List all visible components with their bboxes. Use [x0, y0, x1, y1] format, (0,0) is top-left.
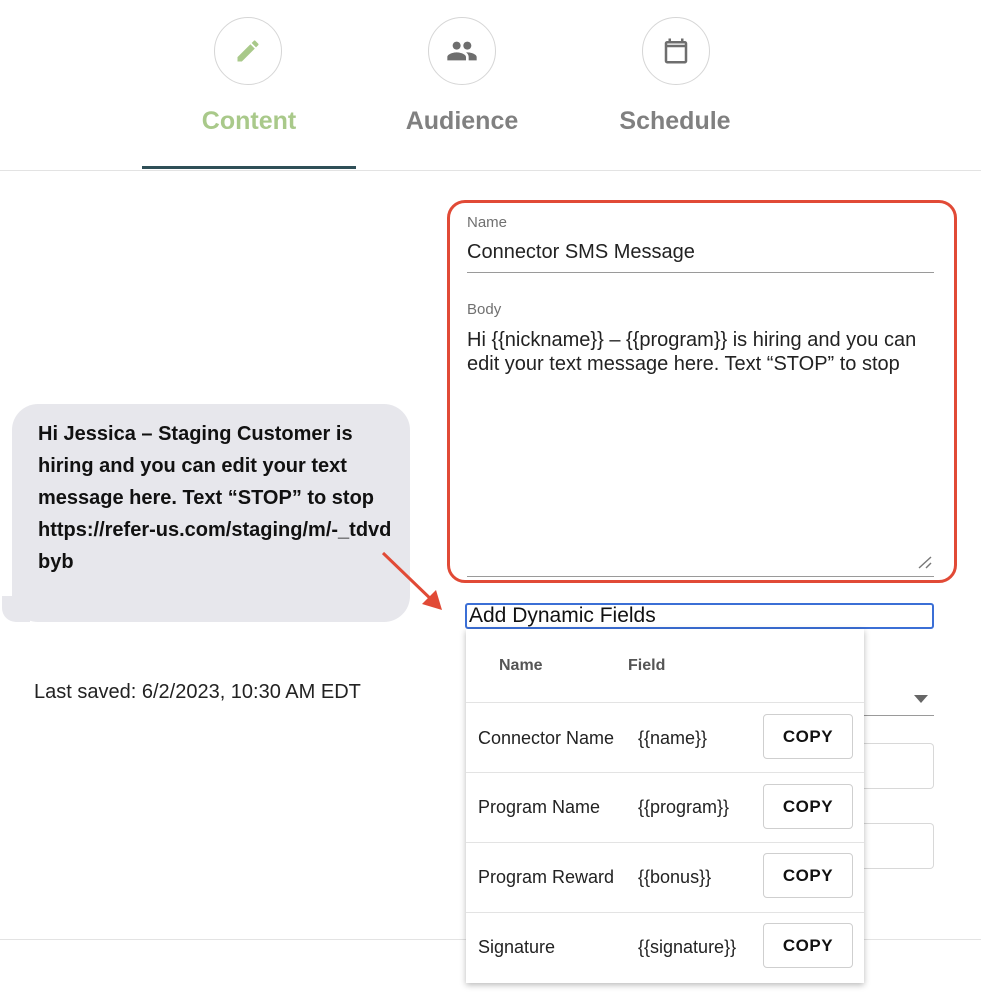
row-divider: [466, 772, 864, 773]
row-divider: [466, 842, 864, 843]
active-tab-indicator: [142, 166, 356, 169]
tab-content-label: Content: [201, 107, 297, 135]
name-label: Name: [467, 214, 508, 231]
last-saved-text: Last saved: 6/2/2023, 10:30 AM EDT: [34, 681, 361, 703]
row-name: Connector Name: [478, 728, 615, 748]
row-name: Signature: [478, 937, 556, 957]
name-input-underline: [467, 272, 934, 273]
resize-handle-icon[interactable]: [917, 555, 933, 574]
tab-schedule-label: Schedule: [619, 107, 731, 135]
row-field: {{name}}: [638, 728, 708, 748]
column-header-field: Field: [628, 657, 666, 674]
body-textarea[interactable]: Hi {{nickname}} – {{program}} is hiring and you can edit your text message here. Text “STOP” to stop: [467, 329, 917, 375]
row-field: {{program}}: [638, 797, 730, 817]
calendar-icon: [642, 17, 710, 85]
background-input-1[interactable]: [860, 743, 934, 789]
header-divider: [0, 170, 981, 171]
row-name: Program Name: [478, 797, 601, 817]
message-preview-link: https://refer-us.com/staging/m/-_tdvdbyb: [38, 519, 392, 573]
tab-audience-label: Audience: [405, 107, 519, 135]
body-label: Body: [467, 301, 502, 318]
copy-button[interactable]: COPY: [763, 784, 853, 829]
people-icon: [428, 17, 496, 85]
add-dynamic-fields-button[interactable]: Add Dynamic Fields: [465, 603, 934, 629]
row-divider: [466, 912, 864, 913]
message-preview-body: Hi Jessica – Staging Customer is hiring and you can edit your text message here. Text “STOP” to stop: [38, 423, 375, 509]
select-underline: [864, 715, 934, 716]
row-field: {{bonus}}: [638, 867, 712, 887]
copy-button[interactable]: COPY: [763, 714, 853, 759]
dropdown-arrow-icon[interactable]: [914, 690, 928, 708]
message-preview-text: [38, 418, 398, 578]
annotation-arrow-icon: [378, 548, 448, 616]
pencil-icon: [214, 17, 282, 85]
copy-button[interactable]: COPY: [763, 923, 853, 968]
row-field: {{signature}}: [638, 937, 737, 957]
background-input-2[interactable]: [860, 823, 934, 869]
name-input[interactable]: Connector SMS Message: [467, 241, 695, 263]
body-textarea-underline: [467, 576, 934, 577]
copy-button[interactable]: COPY: [763, 853, 853, 898]
row-divider: [466, 702, 864, 703]
row-name: Program Reward: [478, 867, 615, 887]
column-header-name: Name: [499, 657, 543, 674]
